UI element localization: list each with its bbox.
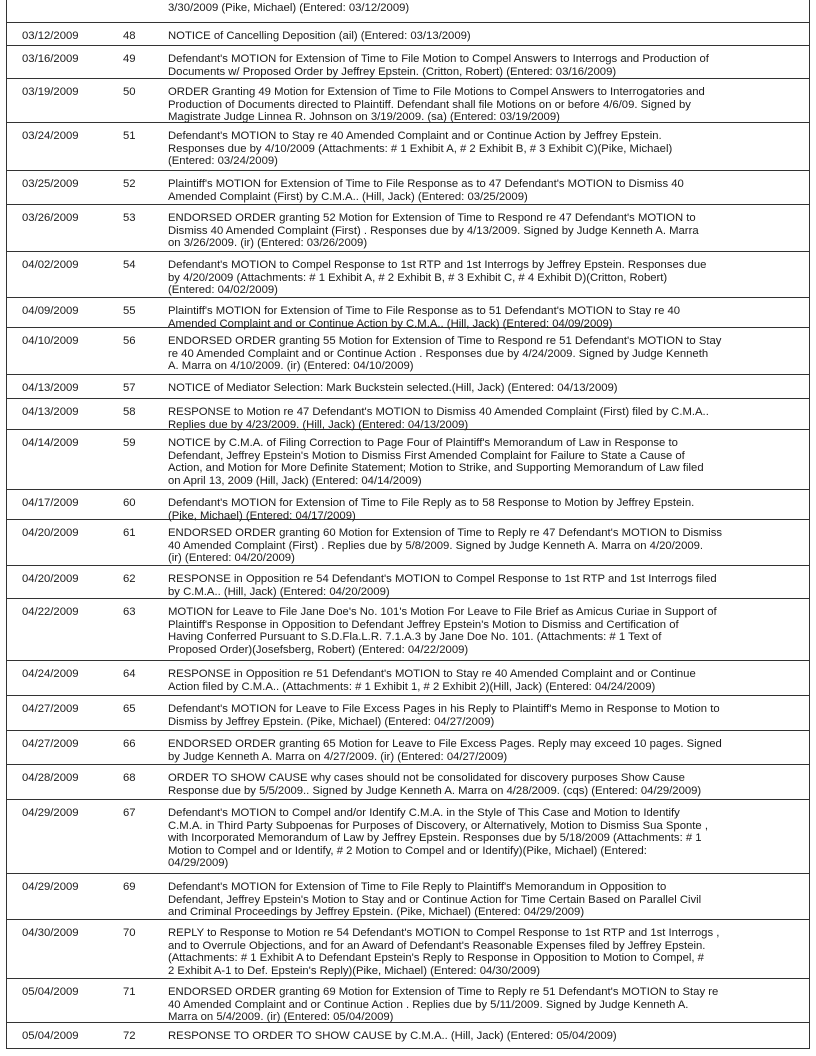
entry-description-line: Defendant's MOTION for Extension of Time to File Reply as to 58 Response to Motion by Jeffrey Epstein.: [168, 497, 695, 509]
entry-description-line: Defendant's MOTION to Compel Response to 1st RTP and 1st Interrogs by Jeffrey Epstein. Responses due: [168, 259, 707, 271]
entry-description: [168, 212, 804, 250]
entry-number: 50: [123, 86, 136, 98]
entry-description-line: ENDORSED ORDER granting 65 Motion for Leave to File Excess Pages. Reply may exceed 10 pages. Signed: [168, 738, 722, 750]
entry-date: 04/14/2009: [22, 437, 79, 449]
entry-description-line: 40 Amended Complaint (First) . Replies due by 5/8/2009. Signed by Judge Kenneth A. Marra on 4/20/2009.: [168, 539, 704, 552]
entry-date: 05/04/2009: [22, 1030, 79, 1042]
entry-description-line: Defendant's MOTION to Stay re 40 Amended Complaint and or Continue Action by Jeffrey Epstein.: [168, 130, 662, 142]
docket-entry-row: [7, 978, 809, 1028]
entry-description: [168, 527, 804, 565]
docket-entry-row: [7, 429, 809, 491]
entry-description: [168, 573, 804, 598]
entry-description: [168, 807, 804, 870]
entry-description: [168, 668, 804, 693]
continued-entry-text: 3/30/2009 (Pike, Michael) (Entered: 03/12/2009): [168, 2, 410, 14]
entry-description-line: (Pike, Michael) (Entered: 04/17/2009): [168, 509, 356, 522]
entry-description-line: (ir) (Entered: 04/20/2009): [168, 552, 295, 565]
entry-description: [168, 1030, 804, 1043]
entry-number: 49: [123, 53, 136, 65]
entry-date: 04/13/2009: [22, 406, 79, 418]
entry-number: 62: [123, 573, 136, 585]
entry-description: [168, 130, 804, 168]
docket-entry-row: [7, 519, 809, 569]
entry-number: 70: [123, 927, 136, 939]
entry-number: 67: [123, 807, 136, 819]
entry-date: 04/27/2009: [22, 703, 79, 715]
entry-number: 59: [123, 437, 136, 449]
entry-number: 61: [123, 527, 136, 539]
entry-description-line: (Entered: 04/02/2009): [168, 284, 278, 297]
entry-description-line: Dismiss 40 Amended Complaint (First) . Responses due by 4/13/2009. Signed by Judge Kenneth A. Marra: [168, 224, 699, 237]
entry-description-line: RESPONSE to Motion re 47 Defendant's MOTION to Dismiss 40 Amended Complaint (First) filed by C.M.A..: [168, 406, 709, 418]
entry-description-line: ORDER Granting 49 Motion for Extension of Time to File Motions to Compel Answers to Interrogatories and: [168, 86, 705, 98]
entry-description-line: Defendant's MOTION to Compel and/or Identify C.M.A. in the Style of This Case and Motion to Identify: [168, 807, 680, 819]
entry-description-line: A. Marra on 4/10/2009. (ir) (Entered: 04/10/2009): [168, 360, 414, 373]
entry-description: [168, 30, 804, 43]
entry-date: 03/26/2009: [22, 212, 79, 224]
entry-description-line: and Criminal Proceedings by Jeffrey Epstein. (Pike, Michael) (Entered: 04/29/2009): [168, 906, 585, 919]
entry-description: [168, 178, 804, 203]
docket-entry-row: [7, 251, 809, 301]
entry-description-line: ENDORSED ORDER granting 55 Motion for Extension of Time to Respond re 51 Defendant's MOTION to Stay: [168, 335, 722, 347]
entry-description-line: RESPONSE in Opposition re 51 Defendant's MOTION to Stay re 40 Amended Complaint and or Continue: [168, 668, 696, 680]
entry-number: 53: [123, 212, 136, 224]
entry-description-line: RESPONSE TO ORDER TO SHOW CAUSE by C.M.A.. (Hill, Jack) (Entered: 05/04/2009): [168, 1030, 617, 1042]
entry-date: 04/20/2009: [22, 527, 79, 539]
entry-description-line: on April 13, 2009 (Hill, Jack) (Entered: 04/14/2009): [168, 474, 422, 487]
entry-number: 71: [123, 986, 136, 998]
entry-number: 58: [123, 406, 136, 418]
entry-description-line: Motion to Compel and or Identify, # 2 Motion to Compel and or Identify)(Pike, Michael) (Entered:: [168, 844, 647, 857]
entry-description-line: with Incorporated Memorandum of Law by Jeffrey Epstein. Responses due by 5/18/2009 (Attachments: # 1: [168, 832, 702, 845]
docket-entry-row: [7, 695, 809, 732]
entry-number: 54: [123, 259, 136, 271]
entry-description: [168, 259, 804, 297]
entry-description-line: Having Conferred Pursuant to S.D.Fla.L.R. 7.1.A.3 by Jane Doe No. 101. (Attachments: # 1 Text of: [168, 631, 662, 644]
entry-description-line: Amended Complaint (First) by C.M.A.. (Hill, Jack) (Entered: 03/25/2009): [168, 190, 528, 203]
entry-date: 03/19/2009: [22, 86, 79, 98]
entry-date: 04/28/2009: [22, 772, 79, 784]
entry-number: 60: [123, 497, 136, 509]
entry-description-line: Proposed Order)(Josefsberg, Robert) (Entered: 04/22/2009): [168, 643, 469, 656]
entry-date: 04/22/2009: [22, 606, 79, 618]
entry-number: 52: [123, 178, 136, 190]
entry-description-line: and to Overrule Objections, and for an Award of Defendant's Reasonable Expenses filed by Jeffrey Epstein.: [168, 939, 706, 952]
entry-description-line: by 4/20/2009 (Attachments: # 1 Exhibit A, # 2 Exhibit B, # 3 Exhibit C, # 4 Exhibit D)(Critton, Robert): [168, 271, 668, 284]
entry-description: [168, 86, 804, 124]
entry-description-line: ENDORSED ORDER granting 52 Motion for Extension of Time to Respond re 47 Defendant's MOTION to: [168, 212, 696, 224]
docket-entry-row: [7, 78, 809, 128]
docket-entry-row: [7, 327, 809, 377]
entry-description-line: Plaintiff's MOTION for Extension of Time to File Response as to 47 Defendant's MOTION to Dismiss 40: [168, 178, 684, 190]
entry-description: [168, 738, 804, 763]
entry-description-line: (Attachments: # 1 Exhibit A to Defendant Epstein's Reply to Response in Opposition to Motion to Compel, #: [168, 952, 704, 965]
docket-entry-row: [7, 873, 809, 923]
entry-description-line: on 3/26/2009. (ir) (Entered: 03/26/2009): [168, 237, 368, 250]
docket-entry-row: [7, 919, 809, 981]
entry-number: 69: [123, 881, 136, 893]
entry-description-line: NOTICE by C.M.A. of Filing Correction to Page Four of Plaintiff's Memorandum of Law in Response to: [168, 437, 678, 449]
entry-date: 04/29/2009: [22, 881, 79, 893]
docket-entry-row: [7, 764, 809, 801]
entry-description: [168, 53, 804, 78]
entry-description: [168, 986, 804, 1024]
entry-date: 03/12/2009: [22, 30, 79, 42]
entry-number: 48: [123, 30, 136, 42]
entry-description-line: Responses due by 4/10/2009 (Attachments: # 1 Exhibit A, # 2 Exhibit B, # 3 Exhibit C)(Pike, Michael): [168, 142, 673, 155]
entry-description-line: NOTICE of Cancelling Deposition (ail) (Entered: 03/13/2009): [168, 30, 471, 42]
entry-description: [168, 335, 804, 373]
entry-date: 03/24/2009: [22, 130, 79, 142]
entry-description-line: Marra on 5/4/2009. (ir) (Entered: 05/04/2009): [168, 1011, 394, 1024]
entry-description-line: (Entered: 03/24/2009): [168, 155, 278, 168]
entry-description-line: Defendant, Jeffrey Epstein's Motion to Dismiss First Amended Complaint for Failure to State a Cause of: [168, 449, 685, 462]
entry-date: 05/04/2009: [22, 986, 79, 998]
entry-description-line: Action, and Motion for More Definite Statement; Motion to Strike, and Supporting Memorandum of Law filed: [168, 462, 704, 475]
entry-number: 66: [123, 738, 136, 750]
entry-number: 51: [123, 130, 136, 142]
docket-entry-row: [7, 45, 809, 82]
entry-date: 04/30/2009: [22, 927, 79, 939]
entry-date: 04/10/2009: [22, 335, 79, 347]
entry-description-line: MOTION for Leave to File Jane Doe's No. 101's Motion For Leave to File Brief as Amicus Curiae in Support of: [168, 606, 717, 618]
entry-date: 03/25/2009: [22, 178, 79, 190]
entry-description-line: Action filed by C.M.A.. (Attachments: # 1 Exhibit 1, # 2 Exhibit 2)(Hill, Jack) (Entered: 04/24/2009): [168, 680, 656, 693]
entry-date: 04/02/2009: [22, 259, 79, 271]
entry-date: 04/27/2009: [22, 738, 79, 750]
entry-description: [168, 406, 804, 431]
entry-description-line: Plaintiff's MOTION for Extension of Time to File Response as to 51 Defendant's MOTION to Stay re 40: [168, 305, 681, 317]
entry-description: [168, 927, 804, 977]
docket-entry-row: [7, 660, 809, 697]
entry-date: 04/20/2009: [22, 573, 79, 585]
docket-entry-row: [7, 122, 809, 172]
entry-description-line: by C.M.A.. (Hill, Jack) (Entered: 04/20/2009): [168, 585, 390, 598]
docket-entry-row: [7, 22, 809, 47]
entry-number: 65: [123, 703, 136, 715]
entry-number: 68: [123, 772, 136, 784]
entry-number: 56: [123, 335, 136, 347]
entry-number: 57: [123, 382, 136, 394]
docket-entry-row: [7, 799, 809, 874]
entry-description-line: Amended Complaint and or Continue Action by C.M.A.. (Hill, Jack) (Entered: 04/09/2009): [168, 317, 613, 330]
entry-description-line: Production of Documents directed to Plaintiff. Defendant shall file Motions on or before 4/6/09. Signed by: [168, 98, 691, 111]
entry-description: [168, 382, 804, 395]
entry-description: [168, 881, 804, 919]
entry-description-line: 04/29/2009): [168, 857, 229, 870]
entry-description-line: ORDER TO SHOW CAUSE why cases should not be consolidated for discovery purposes Show Cause: [168, 772, 685, 784]
entry-description: [168, 606, 804, 656]
entry-description-line: RESPONSE in Opposition re 54 Defendant's MOTION to Compel Response to 1st RTP and 1st Interrogs filed: [168, 573, 717, 585]
entry-date: 04/29/2009: [22, 807, 79, 819]
entry-description-line: 40 Amended Complaint and or Continue Action . Replies due by 5/11/2009. Signed by Judge Kenneth A.: [168, 998, 689, 1011]
entry-description: [168, 437, 804, 487]
entry-description-line: NOTICE of Mediator Selection: Mark Buckstein selected.(Hill, Jack) (Entered: 04/13/2009): [168, 382, 618, 394]
docket-entry-row: [7, 598, 809, 660]
entry-description-line: C.M.A. in Third Party Subpoenas for Purposes of Discovery, or Alternatively, Motion to Dismiss Sua Sponte ,: [168, 819, 708, 832]
entry-date: 04/17/2009: [22, 497, 79, 509]
entry-number: 72: [123, 1030, 136, 1042]
docket-entry-row: [7, 170, 809, 207]
docket-entry-row: [7, 1022, 809, 1047]
docket-entry-row: [7, 204, 809, 254]
entry-date: 04/13/2009: [22, 382, 79, 394]
entry-description-line: Replies due by 4/23/2009. (Hill, Jack) (Entered: 04/13/2009): [168, 418, 469, 431]
docket-entry-row: [7, 730, 809, 767]
docket-entry-row: [7, 565, 809, 602]
entry-description-line: Response due by 5/5/2009.. Signed by Judge Kenneth A. Marra on 4/28/2009. (cqs) (Entered: 04/29/2009): [168, 784, 702, 797]
entry-description-line: Defendant's MOTION for Extension of Time to File Motion to Compel Answers to Interrogs and Production of: [168, 53, 709, 65]
entry-date: 03/16/2009: [22, 53, 79, 65]
entry-number: 64: [123, 668, 136, 680]
entry-date: 04/24/2009: [22, 668, 79, 680]
entry-description-line: ENDORSED ORDER granting 60 Motion for Extension of Time to Reply re 47 Defendant's MOTION to Dismiss: [168, 527, 723, 539]
entry-description-line: Magistrate Judge Linnea R. Johnson on 3/19/2009. (sa) (Entered: 03/19/2009): [168, 111, 560, 124]
docket-page: [6, 0, 810, 1049]
entry-description-line: ENDORSED ORDER granting 69 Motion for Extension of Time to Reply re 51 Defendant's MOTION to Stay re: [168, 986, 719, 998]
entry-description-line: 2 Exhibit A-1 to Def. Epstein's Reply)(Pike, Michael) (Entered: 04/30/2009): [168, 964, 540, 977]
entry-description-line: Defendant's MOTION for Leave to File Excess Pages in his Reply to Plaintiff's Memo in Response to Motion to: [168, 703, 720, 715]
entry-description: [168, 703, 804, 728]
entry-description-line: Defendant's MOTION for Extension of Time to File Reply to Plaintiff's Memorandum in Opposition to: [168, 881, 667, 893]
entry-description-line: by Judge Kenneth A. Marra on 4/27/2009. (ir) (Entered: 04/27/2009): [168, 750, 508, 763]
entry-description-line: Dismiss by Jeffrey Epstein. (Pike, Michael) (Entered: 04/27/2009): [168, 715, 495, 728]
entry-description-line: Documents w/ Proposed Order by Jeffrey Epstein. (Critton, Robert) (Entered: 03/16/2009): [168, 65, 617, 78]
entry-description-line: Defendant, Jeffrey Epstein's Motion to Stay and or Continue Action for Time Certain Based on Parallel Civil: [168, 893, 702, 906]
entry-number: 63: [123, 606, 136, 618]
entry-description-line: re 40 Amended Complaint and or Continue Action . Responses due by 4/24/2009. Signed by Judge Kenneth: [168, 347, 709, 360]
entry-number: 55: [123, 305, 136, 317]
entry-description-line: REPLY to Response to Motion re 54 Defendant's MOTION to Compel Response to 1st RTP and 1st Interrogs ,: [168, 927, 720, 939]
entry-date: 04/09/2009: [22, 305, 79, 317]
entry-description-line: Plaintiff's Response in Opposition to Defendant Jeffrey Epstein's Motion to Dismiss and Certification of: [168, 618, 679, 631]
entry-description: [168, 772, 804, 797]
docket-entry-row: [7, 374, 809, 399]
